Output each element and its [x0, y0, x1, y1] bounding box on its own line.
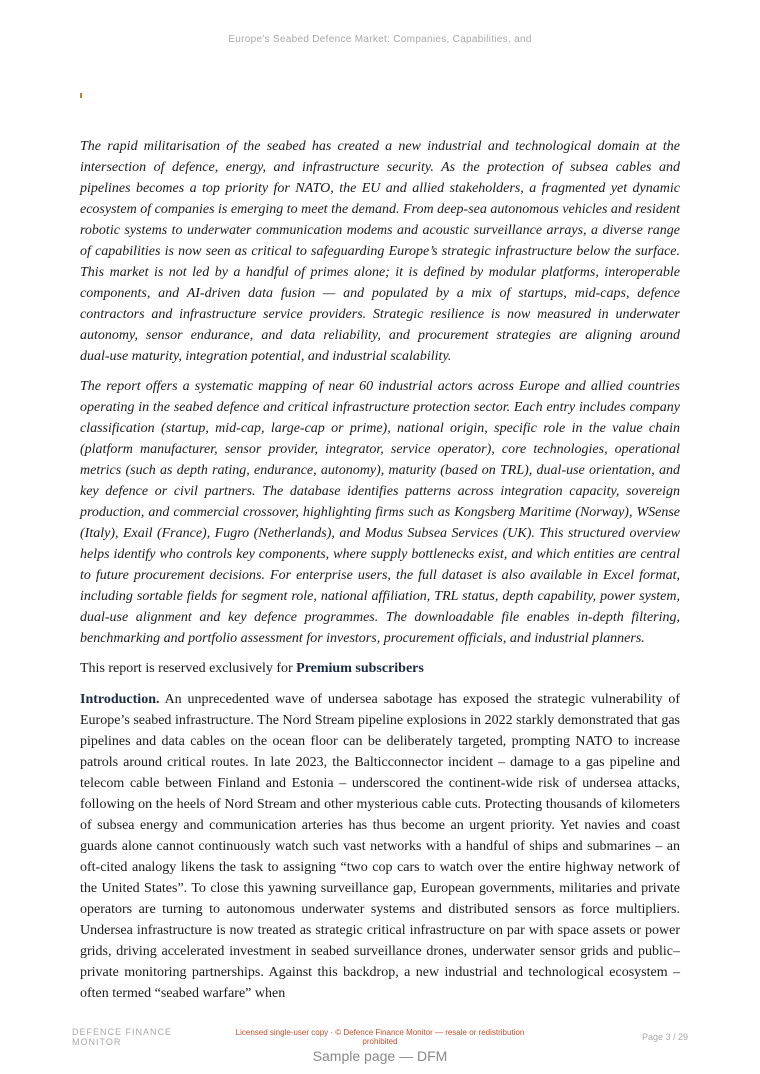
page-number: Page 3 / 29: [641, 1032, 688, 1042]
accent-mark: [80, 93, 82, 98]
sample-page-label: Sample page — DFM: [312, 1048, 448, 1064]
report-body: [80, 136, 680, 1013]
introduction-label: Introduction.: [80, 692, 160, 707]
footer-brand: [72, 1027, 172, 1047]
premium-notice: [80, 658, 680, 679]
premium-notice-text: This report is reserved exclusively for: [80, 661, 297, 676]
introduction-paragraph: [80, 689, 680, 1004]
footer-brand-line-1: DEFENCE FINANCE: [72, 1027, 173, 1037]
introduction-text: An unprecedented wave of undersea sabotage has exposed the strategic vulnerability of Europe’s seabed infrastructure. The Nord Stream pipeline explosions in 2022 starkly demonstrated that gas pipelines and data cables on the ocean floor can be deliberately targeted, prompting NATO to increase patrols around critical routes. In late 2023, the Balticconnector incident – damage to a gas pipeline and telecom cable between Finland and Estonia – underscored the continent-wide risk of undersea attacks, following on the heels of Nord Stream and other mysterious cable cuts. Protecting thousands of kilometers of subsea energy and communication arteries has thus become an urgent priority. Yet navies and coast guards alone cannot continuously watch such vast networks with a handful of ships and submarines – an oft-cited analogy likens the task to assigning “two cop cars to watch over the entire highway network of the United States”. To close this yawning surveillance gap, European governments, militaries and private operators are turning to autonomous underwater systems and distributed sensors as force multipliers. Undersea infrastructure is now treated as strategic critical infrastructure on par with space assets or power grids, driving accelerated investment in seabed surveillance drones, underwater sensor grids and public–private monitoring partnerships. Against this backdrop, a new industrial and technological ecosystem – often termed “seabed warfare” when: [80, 692, 680, 1001]
summary-paragraph-1: The rapid militarisation of the seabed has created a new industrial and technological domain at the intersection of defence, energy, and infrastructure security. As the protection of subsea cables and pipelines becomes a top priority for NATO, the EU and allied stakeholders, a fragmented yet dynamic ecosystem of companies is emerging to meet the demand. From deep-sea autonomous vehicles and resident robotic systems to underwater communication modems and acoustic surveillance arrays, a diverse range of capabilities is now seen as critical to safeguarding Europe’s strategic infrastructure below the surface. This market is not led by a handful of primes alone; it is defined by modular platforms, interoperable components, and AI‑driven data fusion — and populated by a mix of startups, mid-caps, defence contractors and infrastructure service providers. Strategic resilience is now measured in underwater autonomy, sensor endurance, and data reliability, and procurement strategies are aligning around dual‑use maturity, integration potential, and industrial scalability.: [80, 139, 680, 364]
running-header: Europe's Seabed Defence Market: Companies, Capabilities, and: [228, 34, 532, 45]
license-notice: Licensed single-user copy · © Defence Finance Monitor — resale or redistribution prohibited: [235, 1028, 525, 1046]
summary-paragraph-2: The report offers a systematic mapping of near 60 industrial actors across Europe and allied countries operating in the seabed defence and critical infrastructure protection sector. Each entry includes company classification (startup, mid-cap, large-cap or prime), national origin, specific role in the value chain (platform manufacturer, sensor provider, integrator, service operator), core technologies, operational metrics (such as depth rating, endurance, autonomy), maturity (based on TRL), dual‑use orientation, and key defence or civil partners. The database identifies patterns across integration capacity, sovereign production, and commercial crossover, highlighting firms such as Kongsberg Maritime (Norway), WSense (Italy), Exail (France), Fugro (Netherlands), and Modus Subsea Services (UK). This structured overview helps identify who controls key components, where supply bottlenecks exist, and which entities are central to future procurement decisions. For enterprise users, the full dataset is also available in Excel format, including sortable fields for segment role, national affiliation, TRL status, depth capability, power system, dual-use alignment and key defence programmes. The downloadable file enables in-depth filtering, benchmarking and portfolio assessment for investors, procurement officials, and industrial planners.: [80, 379, 680, 646]
footer-brand-line-2: MONITOR: [72, 1037, 122, 1047]
premium-subscribers-label: Premium subscribers: [296, 661, 424, 676]
